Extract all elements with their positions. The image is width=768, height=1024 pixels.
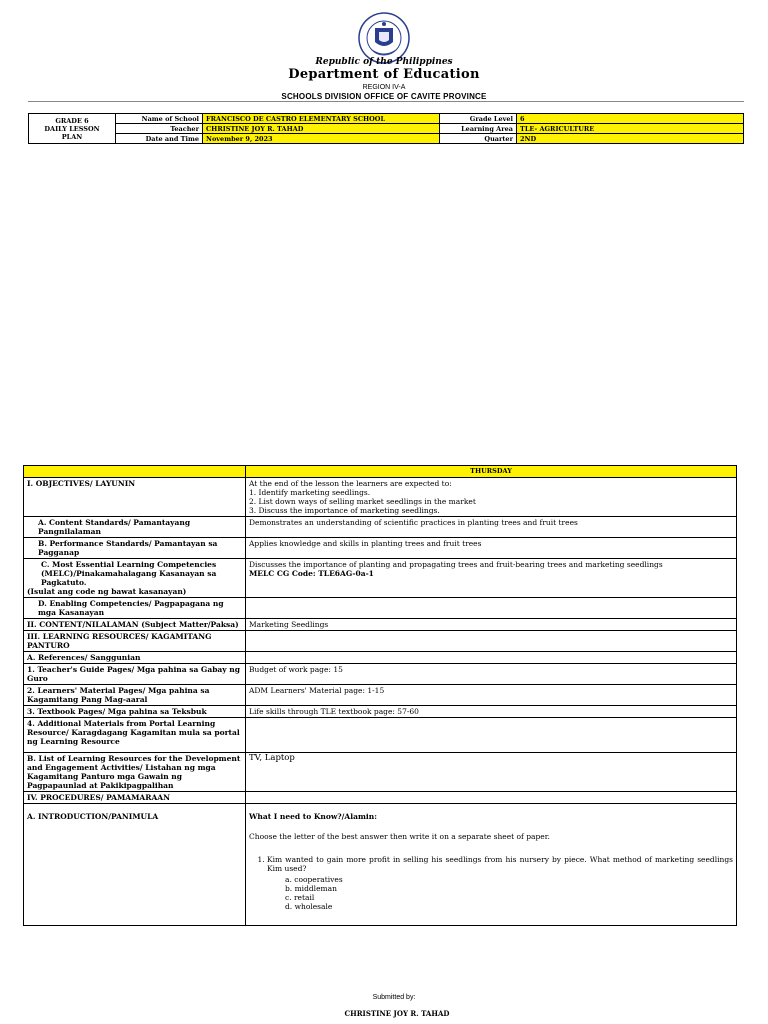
answer-options — [267, 875, 733, 911]
answer-option: a. cooperatives — [285, 875, 343, 884]
school-label: Name of School — [116, 114, 203, 124]
references-label: A. References/ Sanggunian — [24, 652, 246, 664]
question-text: Kim wanted to gain more profit in selling his seedlings from his nursery by piece. What method of marketing seedlings Kim used? — [267, 855, 733, 873]
question-item — [267, 855, 733, 911]
learning-resources-label: III. LEARNING RESOURCES/ KAGAMITANG PANTURO — [24, 631, 246, 652]
content-standards-label: A. Content Standards/ Pamantayang Pangnilalaman — [24, 517, 246, 538]
introduction-label: A. INTRODUCTION/PANIMULA — [24, 804, 246, 926]
performance-standards-label: B. Performance Standards/ Pamantayan sa Pagganap — [24, 538, 246, 559]
objective-item: 3. Discuss the importance of marketing seedlings. — [249, 506, 440, 515]
answer-option: b. middleman — [285, 884, 337, 893]
quarter-value: 2ND — [517, 134, 744, 144]
melc-code: MELC CG Code: TLE6AG-0a-1 — [249, 569, 374, 578]
content-label: II. CONTENT/NILALAMAN (Subject Matter/Paksa) — [24, 619, 246, 631]
grade-level-label: Grade Level — [440, 114, 517, 124]
answer-option: d. wholesale — [285, 902, 333, 911]
objective-item: 2. List down ways of selling market seedlings in the market — [249, 497, 476, 506]
introduction-content — [246, 804, 737, 926]
teachers-guide-value: Budget of work page: 15 — [246, 664, 737, 685]
melc-value-cell — [246, 559, 737, 598]
division-text: SCHOOLS DIVISION OFFICE OF CAVITE PROVINCE — [281, 92, 487, 101]
resource-list-value: TV, Laptop — [246, 753, 737, 792]
procedures-value — [246, 792, 737, 804]
school-value: FRANCISCO DE CASTRO ELEMENTARY SCHOOL — [203, 114, 440, 124]
objectives-intro: At the end of the lesson the learners are expected to: — [249, 479, 452, 488]
content-standards-value: Demonstrates an understanding of scientific practices in planting trees and fruit trees — [246, 517, 737, 538]
additional-materials-label: 4. Additional Materials from Portal Learning Resource/ Karagdagang Kagamitan mula sa portal ng Learning Resource — [24, 718, 246, 753]
teacher-label: Teacher — [116, 124, 203, 134]
learners-material-value: ADM Learners' Material page: 1-15 — [246, 685, 737, 706]
teachers-guide-label: 1. Teacher's Guide Pages/ Mga pahina sa Gabay ng Guro — [24, 664, 246, 685]
question-list — [249, 855, 733, 911]
melc-value: Discusses the importance of planting and propagating trees and fruit-bearing trees and marketing seedlings — [249, 560, 663, 569]
republic-text: Republic of the Philippines — [315, 57, 453, 67]
performance-standards-value: Applies knowledge and skills in planting trees and fruit trees — [246, 538, 737, 559]
melc-label-cell — [24, 559, 246, 598]
additional-materials-value — [246, 718, 737, 753]
enabling-competencies-label: D. Enabling Competencies/ Pagpapagana ng mga Kasanayan — [24, 598, 246, 619]
melc-label: C. Most Essential Learning Competencies (MELC)/Pinakamahalagang Kasanayan sa Pagkatuto. — [41, 560, 217, 587]
objectives-value — [246, 478, 737, 517]
learning-area-label: Learning Area — [440, 124, 517, 134]
lesson-info-table — [28, 113, 744, 144]
grade-level-value: 6 — [517, 114, 744, 124]
objective-item: 1. Identify marketing seedlings. — [249, 488, 371, 497]
answer-option: c. retail — [285, 893, 315, 902]
lesson-plan-table — [23, 465, 737, 926]
procedures-label: IV. PROCEDURES/ PAMAMARAAN — [24, 792, 246, 804]
content-value: Marketing Seedlings — [246, 619, 737, 631]
department-title: Department of Education — [288, 67, 480, 82]
submitted-by-label: Submitted by: — [372, 994, 416, 1001]
learners-material-label: 2. Learners' Material Pages/ Mga pahina sa Kagamitang Pang Mag-aaral — [24, 685, 246, 706]
learning-area-value: TLE- AGRICULTURE — [517, 124, 744, 134]
day-header: THURSDAY — [246, 466, 737, 478]
enabling-competencies-value — [246, 598, 737, 619]
introduction-heading: What I need to Know?/Alamin: — [249, 812, 377, 821]
textbook-value: Life skills through TLE textbook page: 57-60 — [246, 706, 737, 718]
introduction-instruction: Choose the letter of the best answer then write it on a separate sheet of paper. — [249, 832, 550, 841]
submitter-name: CHRISTINE JOY R. TAHAD — [344, 1009, 450, 1018]
region-text: REGION IV-A — [362, 84, 406, 91]
grade-dlp-label: GRADE 6 DAILY LESSON PLAN — [29, 114, 116, 144]
references-value — [246, 652, 737, 664]
day-header-blank — [24, 466, 246, 478]
resource-list-label: B. List of Learning Resources for the Development and Engagement Activities/ Listahan ng mga Kagamitang Panturo mga Gawain ng Pagpapaunlad at Pakikipagpalihan — [24, 753, 246, 792]
date-label: Date and Time — [116, 134, 203, 144]
teacher-value: CHRISTINE JOY R. TAHAD — [203, 124, 440, 134]
learning-resources-value — [246, 631, 737, 652]
textbook-label: 3. Textbook Pages/ Mga pahina sa Teksbuk — [24, 706, 246, 718]
quarter-label: Quarter — [440, 134, 517, 144]
header-divider — [28, 101, 744, 102]
melc-note: (Isulat ang code ng bawat kasanayan) — [27, 587, 187, 596]
objectives-label: I. OBJECTIVES/ LAYUNIN — [24, 478, 246, 517]
date-value: November 9, 2023 — [203, 134, 440, 144]
